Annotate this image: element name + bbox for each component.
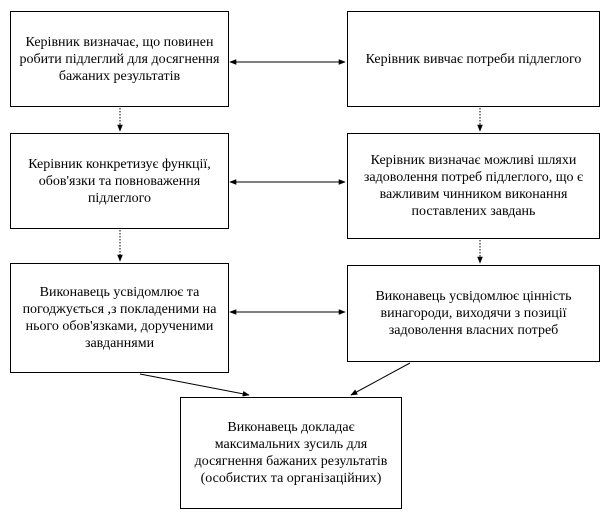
box-manager-defines-ways-text: Керівник визначає можливі шляхи задоволення потреб підлеглого, що є важливим чинником виконання поставлених завдань	[363, 153, 584, 219]
box-manager-specifies-functions	[10, 133, 229, 229]
box-executor-accepts-duties-text: Виконавець усвідомлює та погоджується ,з покладеними на нього обов'язками, дорученими завданнями	[22, 285, 217, 351]
box-executor-values-reward-text: Виконавець усвідомлює цінність винагороди, виходячи з позиції задоволення власних потреб	[375, 289, 572, 338]
box-manager-defines-tasks-text: Керівник визначає, що повинен робити підлеглий для досягнення бажаних результатів	[19, 34, 220, 84]
box-executor-accepts-duties	[10, 263, 229, 373]
box-executor-max-effort	[180, 397, 402, 509]
box-manager-studies-needs	[347, 11, 600, 107]
arrow-right3-bottom	[351, 363, 410, 395]
box-manager-defines-ways	[347, 133, 600, 239]
box-manager-studies-needs-text: Керівник вивчає потреби підлеглого	[365, 51, 582, 67]
box-executor-values-reward	[347, 265, 600, 362]
box-executor-max-effort-text: Виконавець докладає максимальних зусиль для досягнення бажаних результатів (особистих та організаційних)	[194, 420, 388, 486]
arrow-left3-bottom	[140, 374, 249, 395]
box-manager-defines-tasks	[10, 11, 229, 107]
box-manager-specifies-functions-text: Керівник конкретизує функції, обов'язки та повноваження підлеглого	[28, 156, 211, 206]
